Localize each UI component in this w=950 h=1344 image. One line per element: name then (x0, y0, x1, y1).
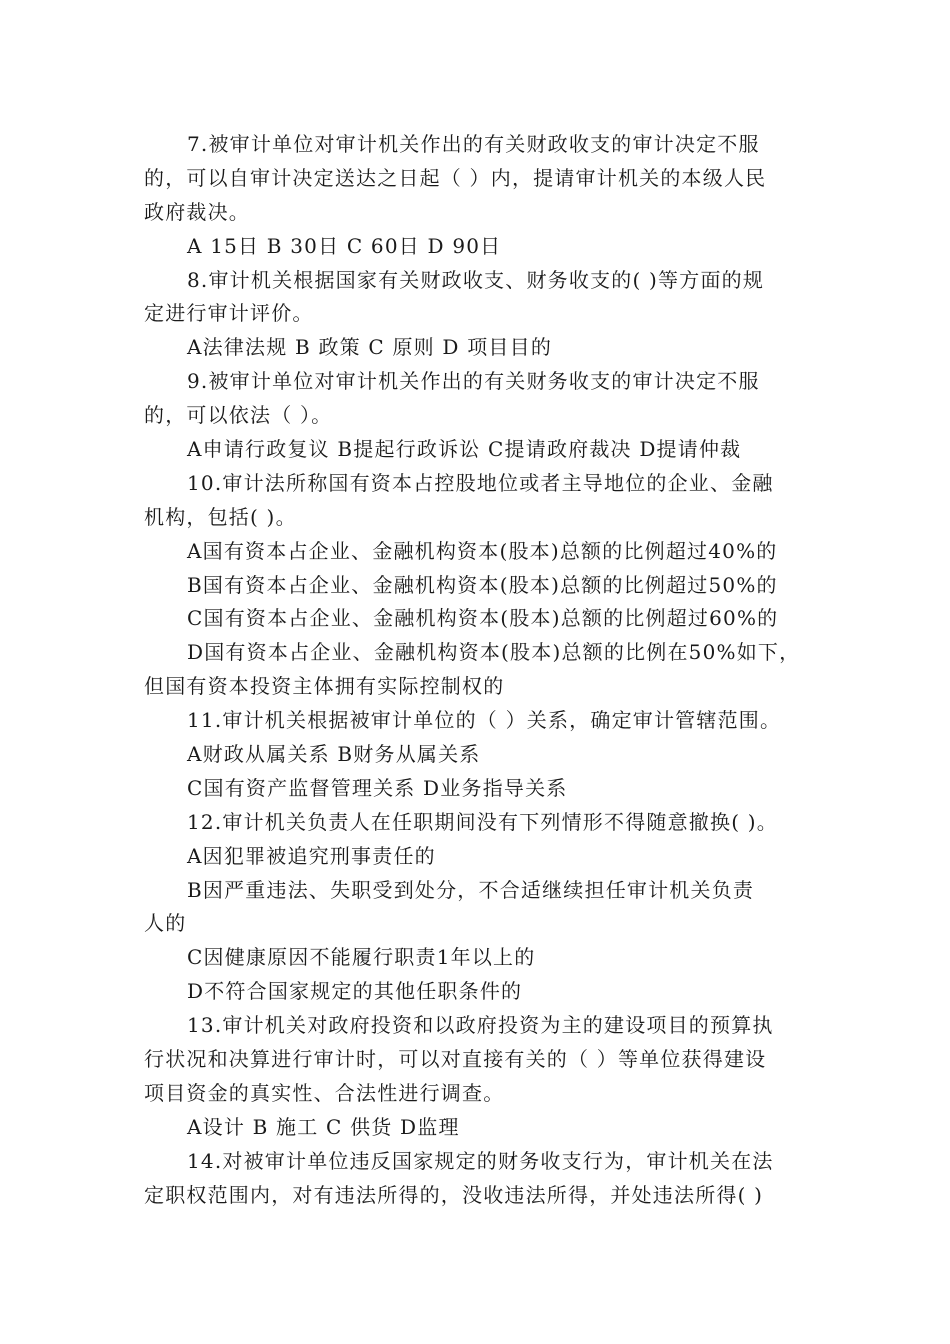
text-line: 定进行审计评价。 (144, 301, 314, 326)
text-line: A财政从属关系 B财务从属关系 (187, 742, 481, 767)
text-line: D国有资本占企业、金融机构资本(股本)总额的比例在50%如下， (187, 640, 801, 665)
text-line: 13.审计机关对政府投资和以政府投资为主的建设项目的预算执 (187, 1013, 774, 1038)
text-line: C国有资本占企业、金融机构资本(股本)总额的比例超过60%的 (187, 606, 779, 631)
text-line: 政府裁决。 (144, 199, 250, 224)
text-line: 机构，包括( )。 (144, 504, 297, 529)
text-line: 12.审计机关负责人在任职期间没有下列情形不得随意撤换( )。 (187, 809, 778, 834)
text-line: B因严重违法、失职受到处分，不合适继续担任审计机关负责 (187, 877, 755, 902)
text-line: 8.审计机关根据国家有关财政收支、财务收支的( )等方面的规 (187, 267, 765, 292)
text-line: 14.对被审计单位违反国家规定的财务收支行为，审计机关在法 (187, 1148, 774, 1173)
text-line: 9.被审计单位对审计机关作出的有关财务收支的审计决定不服 (187, 369, 760, 394)
document-body (144, 128, 824, 1213)
text-line: C因健康原因不能履行职责1年以上的 (187, 945, 536, 970)
text-line: A 15日 B 30日 C 60日 D 90日 (187, 233, 502, 258)
text-line: A法律法规 B 政策 C 原则 D 项目目的 (187, 335, 553, 360)
text-line: A因犯罪被追究刑事责任的 (187, 843, 436, 868)
text-line: 但国有资本投资主体拥有实际控制权的 (144, 674, 505, 699)
text-line: A国有资本占企业、金融机构资本(股本)总额的比例超过40%的 (187, 538, 778, 563)
text-line: A设计 B 施工 C 供货 D监理 (187, 1114, 460, 1139)
text-line: 定职权范围内，对有违法所得的，没收违法所得，并处违法所得( ) (144, 1182, 764, 1207)
text-line: 11.审计机关根据被审计单位的（ ）关系，确定审计管辖范围。 (187, 708, 782, 733)
text-line: 人的 (144, 911, 187, 936)
text-line: C国有资产监督管理关系 D业务指导关系 (187, 775, 568, 800)
text-line: D不符合国家规定的其他任职条件的 (187, 979, 523, 1004)
text-line: 的，可以自审计决定送达之日起（ ）内，提请审计机关的本级人民 (144, 165, 767, 190)
text-line: B国有资本占企业、金融机构资本(股本)总额的比例超过50%的 (187, 572, 778, 597)
text-line: A申请行政复议 B提起行政诉讼 C提请政府裁决 D提请仲裁 (187, 437, 742, 462)
text-line: 10.审计法所称国有资本占控股地位或者主导地位的企业、金融 (187, 470, 774, 495)
text-line: 项目资金的真实性、合法性进行调查。 (144, 1080, 505, 1105)
text-line: 行状况和决算进行审计时，可以对直接有关的（ ）等单位获得建设 (144, 1047, 767, 1072)
text-line: 的，可以依法（ ）。 (144, 403, 333, 428)
text-line: 7.被审计单位对审计机关作出的有关财政收支的审计决定不服 (187, 132, 760, 156)
